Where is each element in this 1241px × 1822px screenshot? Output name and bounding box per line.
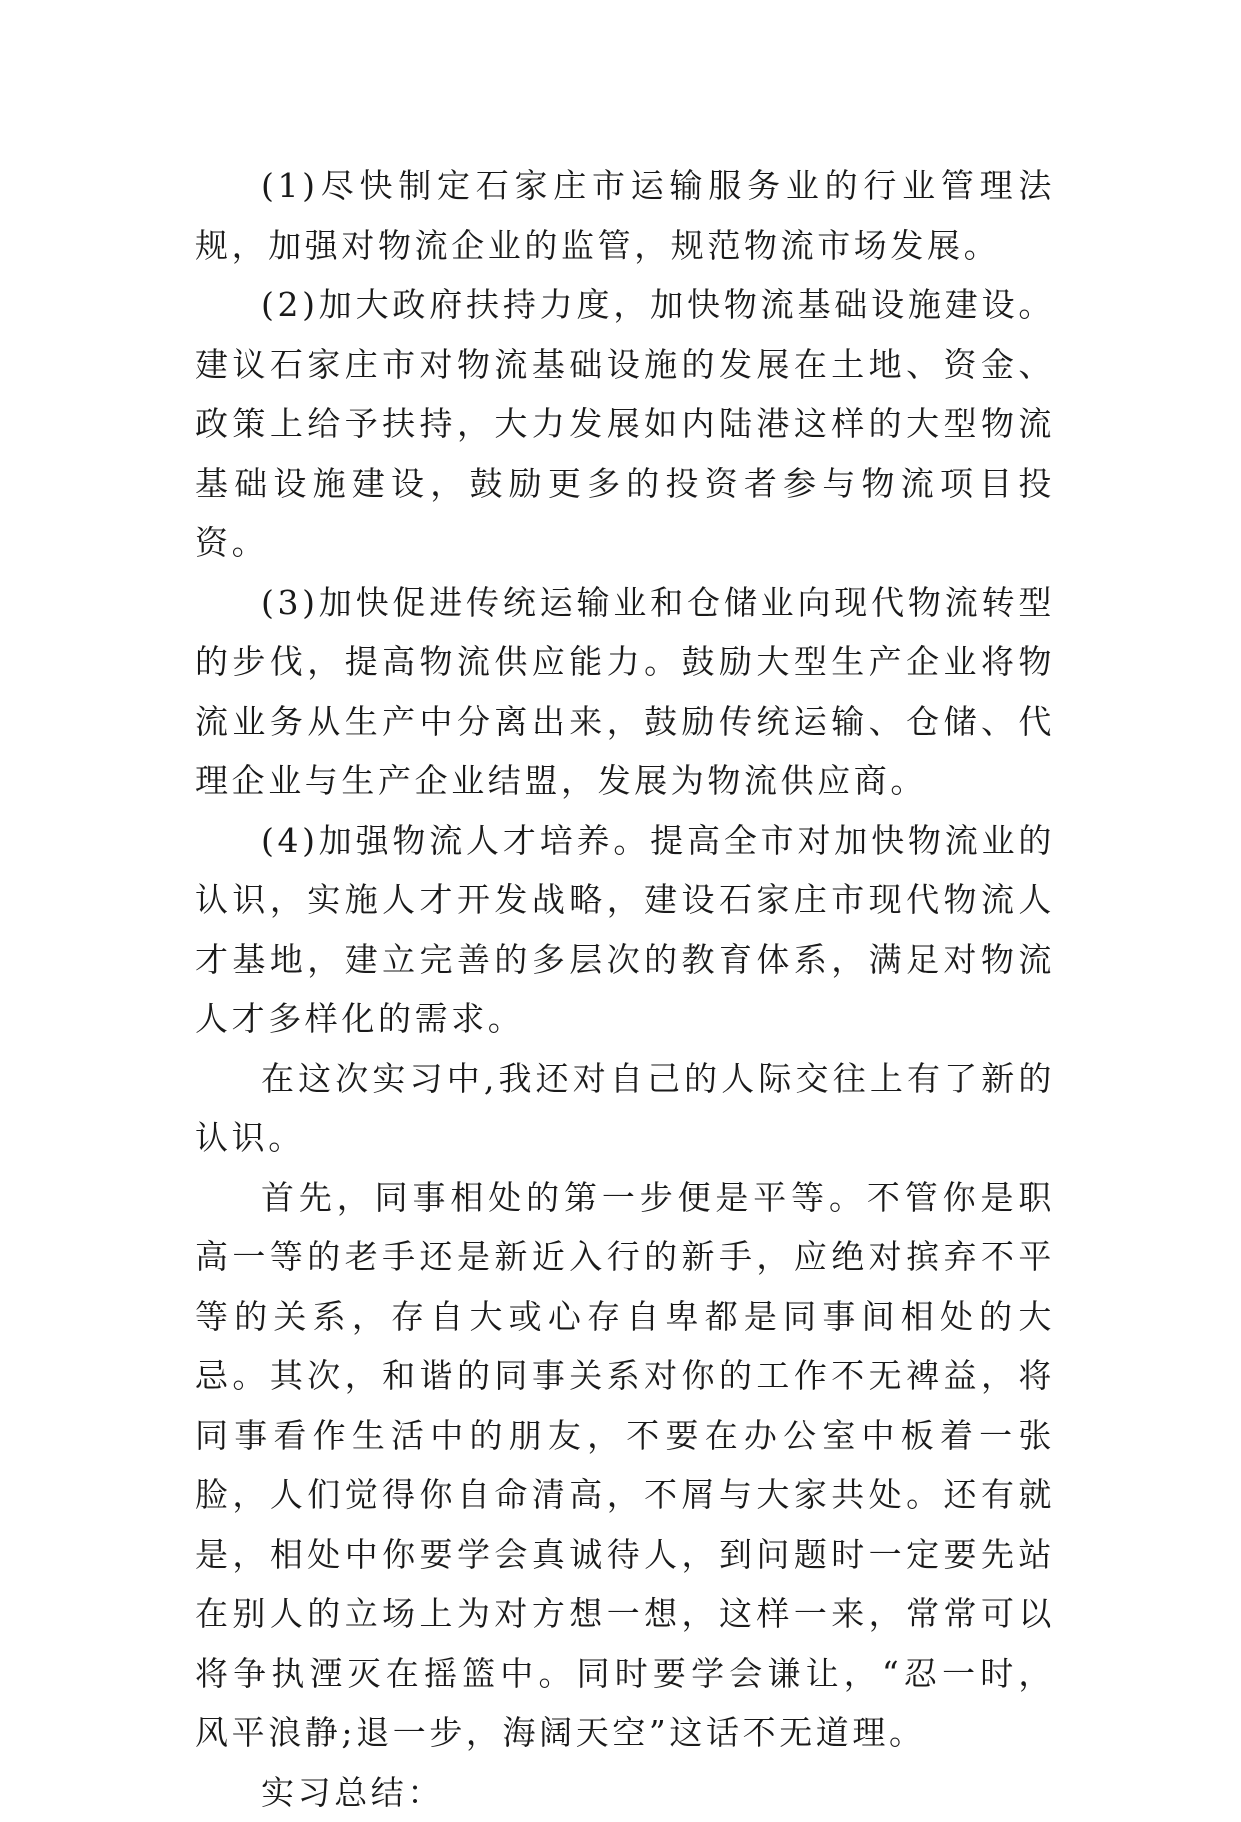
paragraph-policy-3: (3)加快促进传统运输业和仓储业向现代物流转型的步伐，提高物流供应能力。鼓励大型生产企业将物流业务从生产中分离出来，鼓励传统运输、仓储、代理企业与生产企业结盟，发展为物流供应商。 xyxy=(195,573,1055,811)
paragraph-policy-1: (1)尽快制定石家庄市运输服务业的行业管理法规，加强对物流企业的监管，规范物流市场发展。 xyxy=(195,156,1055,275)
document-body xyxy=(195,156,1055,1822)
paragraph-policy-2: (2)加大政府扶持力度，加快物流基础设施建设。建议石家庄市对物流基础设施的发展在土地、资金、政策上给予扶持，大力发展如内陆港这样的大型物流基础设施建设，鼓励更多的投资者参与物流项目投资。 xyxy=(195,275,1055,573)
paragraph-policy-4: (4)加强物流人才培养。提高全市对加快物流业的认识，实施人才开发战略，建设石家庄市现代物流人才基地，建立完善的多层次的教育体系，满足对物流人才多样化的需求。 xyxy=(195,811,1055,1049)
paragraph-colleague-relations: 首先，同事相处的第一步便是平等。不管你是职高一等的老手还是新近入行的新手，应绝对摈弃不平等的关系，存自大或心存自卑都是同事间相处的大忌。其次，和谐的同事关系对你的工作不无裨益，将同事看作生活中的朋友，不要在办公室中板着一张脸，人们觉得你自命清高，不屑与大家共处。还有就是，相处中你要学会真诚待人，到问题时一定要先站在别人的立场上为对方想一想，这样一来，常常可以将争执湮灭在摇篮中。同时要学会谦让，“忍一时，风平浪静;退一步，海阔天空”这话不无道理。 xyxy=(195,1168,1055,1763)
section-heading-summary: 实习总结： xyxy=(195,1763,1055,1822)
paragraph-internship-insight: 在这次实习中,我还对自己的人际交往上有了新的认识。 xyxy=(195,1049,1055,1168)
